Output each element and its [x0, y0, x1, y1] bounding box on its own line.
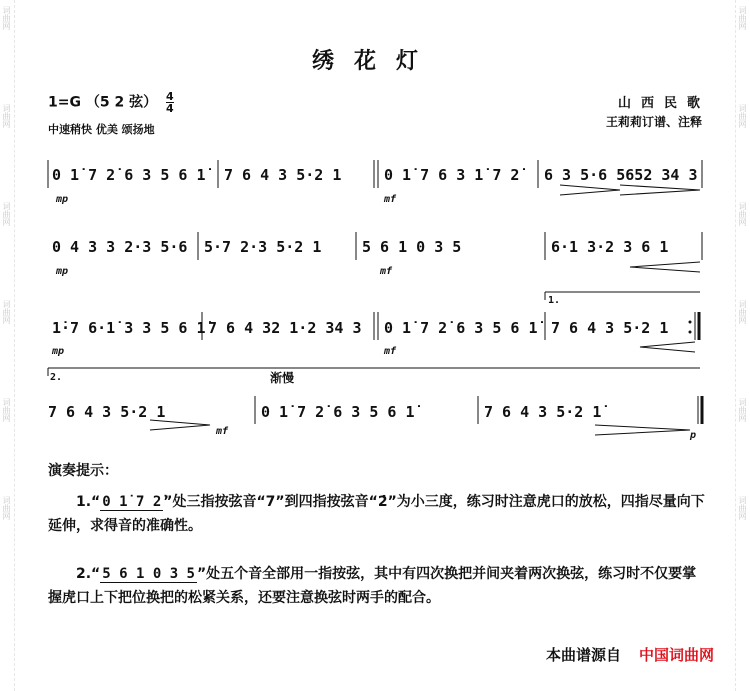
dynamic-mark: mp	[56, 194, 69, 205]
volta-label: 2.	[50, 372, 63, 383]
crescendo-hairpin	[560, 185, 620, 195]
dynamic-mark: mp	[52, 346, 65, 357]
tip-2-text: ”处五个音全部用一指按弦，其中有四次换把并间夹着两次换弦，练习时不仅要掌握虎口上下把位换把的松紧关系，还要注意换弦时两手的配合。	[48, 566, 697, 606]
measure-3-4: 7 6 4 3 5·2 1	[551, 319, 669, 337]
watermark-text: 词曲网	[2, 496, 11, 520]
dynamic-mark: mf	[384, 346, 397, 357]
measure-1-2: 7 6 4 3 5·2 1	[224, 166, 342, 184]
watermark-text: 词曲网	[738, 202, 747, 226]
watermark-text: 词曲网	[738, 398, 747, 422]
performance-tips-heading: 演奏提示：	[48, 463, 118, 479]
repeat-dot	[689, 321, 692, 324]
measure-1-3: 0 1̇ 7 6 3 1̇ 7 2̇	[384, 166, 520, 184]
tip-1-text: ”处三指按弦音“7”到四指按弦音“2̇”为小三度，练习时注意虎口的放松，四指尽量向下延伸，求得音的准确性。	[48, 494, 705, 534]
diminuendo-hairpin	[640, 342, 695, 352]
score-row-4	[48, 368, 702, 441]
crescendo-hairpin	[620, 185, 700, 195]
diminuendo-hairpin	[630, 262, 700, 272]
performance-tip-2	[48, 562, 708, 610]
measure-3-3: 0 1̇ 7 2̇ 6 3 5 6 1̇	[384, 319, 538, 337]
dynamic-mark: mf	[384, 194, 397, 205]
measure-2-4: 6·1 3·2 3 6 1	[551, 238, 669, 256]
score-row-2	[52, 232, 702, 277]
measure-3-2: 7 6 4 32 1·2 34 3	[208, 319, 362, 337]
dynamic-mark: mf	[380, 266, 393, 277]
source-footer	[546, 644, 714, 665]
score-row-1	[48, 160, 702, 205]
dynamic-mark: p	[690, 430, 697, 441]
diminuendo-hairpin	[595, 425, 690, 435]
song-origin: 山西民歌	[617, 96, 710, 111]
measure-2-3: 5 6 1 0 3 5	[362, 238, 462, 256]
source-label: 本曲谱源自	[545, 646, 621, 664]
watermark-text: 词曲网	[738, 104, 747, 128]
measure-3-1: 1̇·7 6·1̇ 3 3 5 6 1̇	[52, 319, 206, 337]
watermark-text: 词曲网	[738, 300, 747, 324]
watermark-text: 词曲网	[2, 104, 11, 128]
tip-2-notes: 5 6 1 0 3 5	[102, 566, 195, 582]
dynamic-mark: mf	[216, 426, 229, 437]
tempo-marking: 中速稍快 优美 颂扬地	[48, 123, 155, 136]
dynamic-mark: mp	[56, 266, 69, 277]
repeat-dot	[689, 331, 692, 334]
time-signature-bottom: 4	[165, 102, 174, 115]
brand-link[interactable]: 中国词曲网	[638, 646, 714, 664]
watermark-text: 词曲网	[2, 202, 11, 226]
watermark-text: 词曲网	[738, 6, 747, 30]
measure-2-2: 5·7 2·3 5·2 1	[204, 238, 322, 256]
measure-4-1: 7 6 4 3 5·2 1	[48, 403, 166, 421]
measure-4-2: 0 1̇ 7 2̇ 6 3 5 6 1̇	[261, 403, 415, 421]
tip-1-prefix: 1.“	[76, 494, 101, 510]
watermark-text: 词曲网	[2, 398, 11, 422]
measure-4-3: 7 6 4 3 5·2 1̇	[484, 403, 602, 421]
watermark-text: 词曲网	[2, 6, 11, 30]
tip-1-notes: 0 1̇ 7 2̇	[102, 494, 162, 510]
time-signature-top: 4	[165, 90, 174, 103]
score-row-3	[51, 292, 700, 357]
diminuendo-hairpin	[150, 420, 210, 430]
measure-2-1: 0 4 3 3 2·3 5·6	[52, 238, 188, 256]
watermark-text: 词曲网	[2, 300, 11, 324]
song-editor: 王莉莉订谱、注释	[605, 115, 702, 129]
key-signature-text: 1=G （5 2 弦）	[48, 94, 158, 111]
tip-2-prefix: 2.“	[76, 566, 101, 582]
performance-tip-1	[48, 490, 708, 538]
song-title: 绣花灯	[311, 49, 438, 74]
measure-1-1: 0 1̇ 7 2̇ 6 3 5 6 1̇	[52, 166, 206, 184]
volta-label: 1.	[548, 295, 561, 306]
tempo-change-annotation: 渐慢	[270, 371, 295, 385]
measure-1-4: 6 3 5·6 5652 34 3	[544, 166, 698, 184]
watermark-text: 词曲网	[738, 496, 747, 520]
